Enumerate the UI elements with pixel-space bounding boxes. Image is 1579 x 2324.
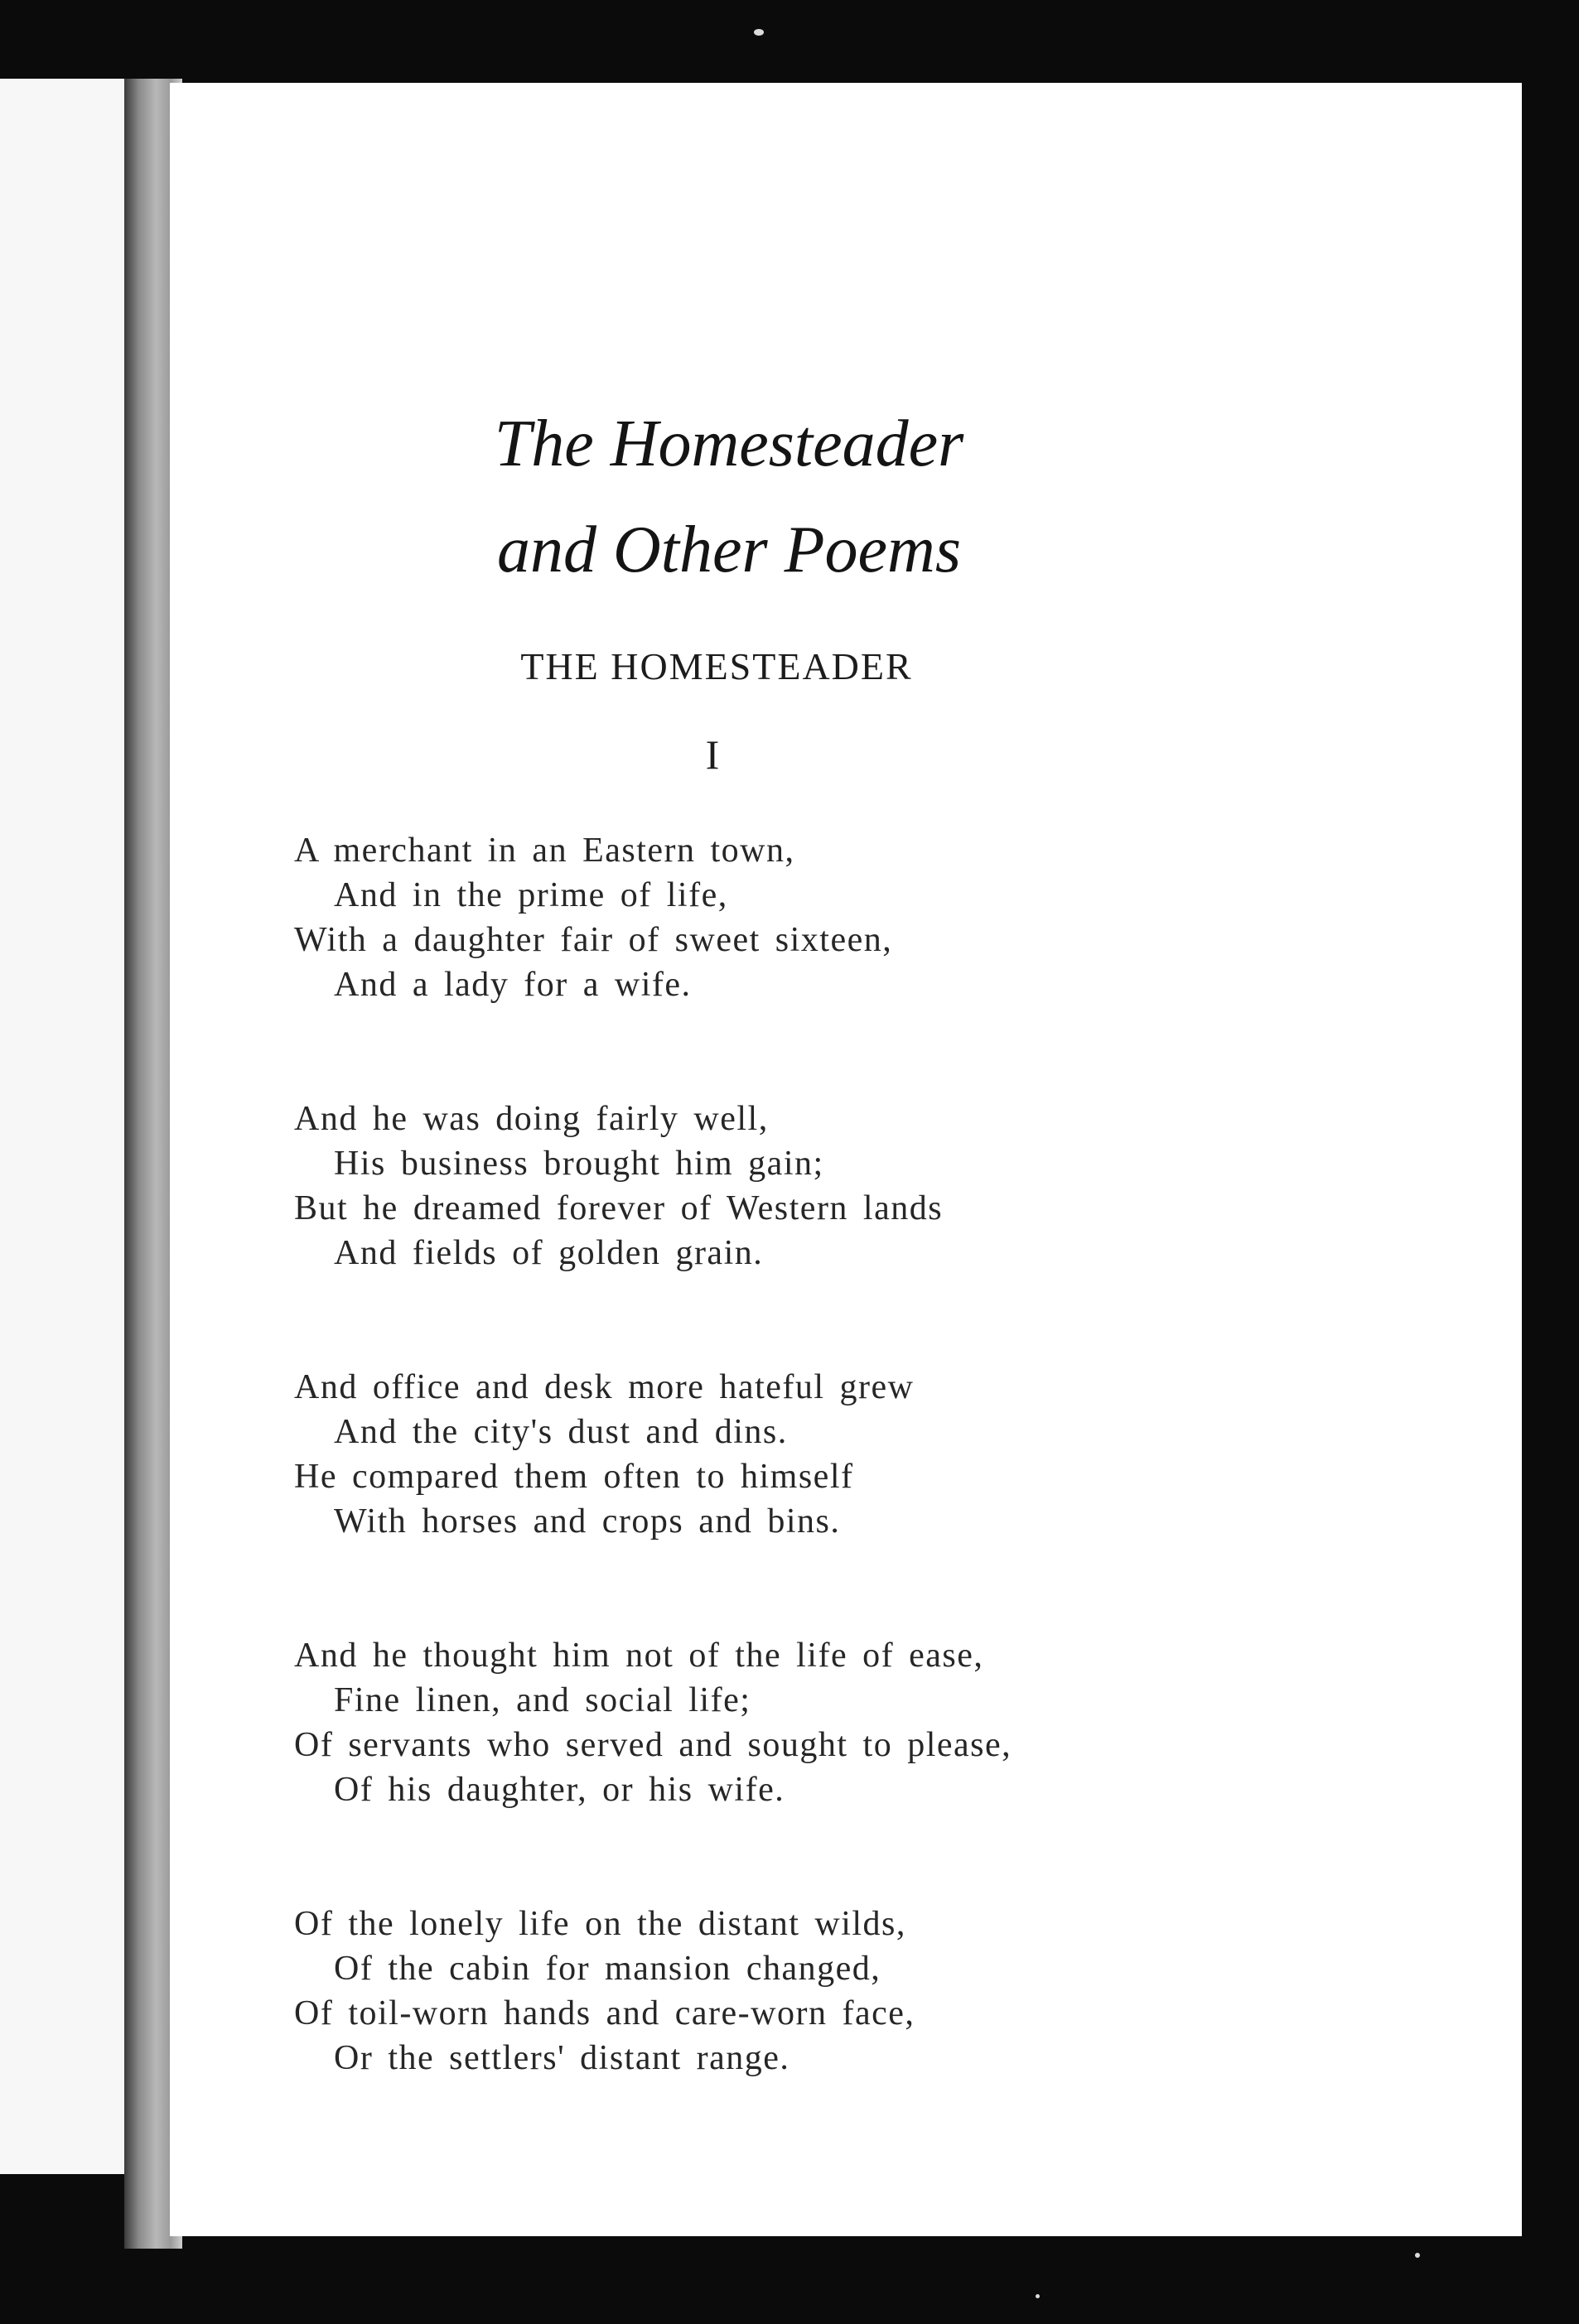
section-numeral <box>170 730 1522 779</box>
poem-line: With a daughter fair of sweet sixteen, <box>294 921 893 959</box>
poem-line: Or the settlers' distant range. <box>334 2039 790 2077</box>
poem-line: And he thought him not of the life of ease, <box>294 1637 984 1675</box>
stanza-3 <box>294 1365 1371 1544</box>
poem-line: And a lady for a wife. <box>334 966 692 1004</box>
left-page-edge <box>0 79 124 2174</box>
poem-line: Of servants who served and sought to please, <box>294 1726 1012 1764</box>
section-numeral-text: I <box>705 731 720 778</box>
page <box>170 83 1522 2236</box>
poem-line: His business brought him gain; <box>334 1145 824 1183</box>
scan-speck <box>1036 2294 1040 2298</box>
stanza-1 <box>294 828 1371 1007</box>
poem-line: And he was doing fairly well, <box>294 1100 769 1138</box>
poem-line: With horses and crops and bins. <box>334 1502 841 1540</box>
scan-speck <box>1415 2253 1420 2258</box>
book-title-line-2: and Other Poems <box>497 513 961 586</box>
poem-line: And in the prime of life, <box>334 876 728 914</box>
book-title-line-1: The Homesteader <box>494 407 964 480</box>
stanza-5 <box>294 1902 1371 2081</box>
book-title <box>170 391 1522 603</box>
scan-speck <box>754 29 764 36</box>
poem-line: He compared them often to himself <box>294 1458 854 1496</box>
poem-body <box>294 828 1371 2170</box>
poem-line: Of toil-worn hands and care-worn face, <box>294 1994 915 2032</box>
poem-line: And fields of golden grain. <box>334 1234 764 1272</box>
poem-line: A merchant in an Eastern town, <box>294 832 795 870</box>
poem-line: Of the lonely life on the distant wilds, <box>294 1905 906 1943</box>
poem-line: But he dreamed forever of Western lands <box>294 1189 944 1227</box>
stanza-2 <box>294 1097 1371 1275</box>
poem-line: Fine linen, and social life; <box>334 1681 751 1719</box>
poem-line: Of his daughter, or his wife. <box>334 1771 785 1809</box>
poem-line: Of the cabin for mansion changed, <box>334 1950 881 1988</box>
stanza-4 <box>294 1633 1371 1812</box>
poem-title <box>170 644 1522 688</box>
poem-line: And the city's dust and dins. <box>334 1413 788 1451</box>
poem-line: And office and desk more hateful grew <box>294 1368 915 1406</box>
poem-title-text: THE HOMESTEADER <box>520 645 913 687</box>
